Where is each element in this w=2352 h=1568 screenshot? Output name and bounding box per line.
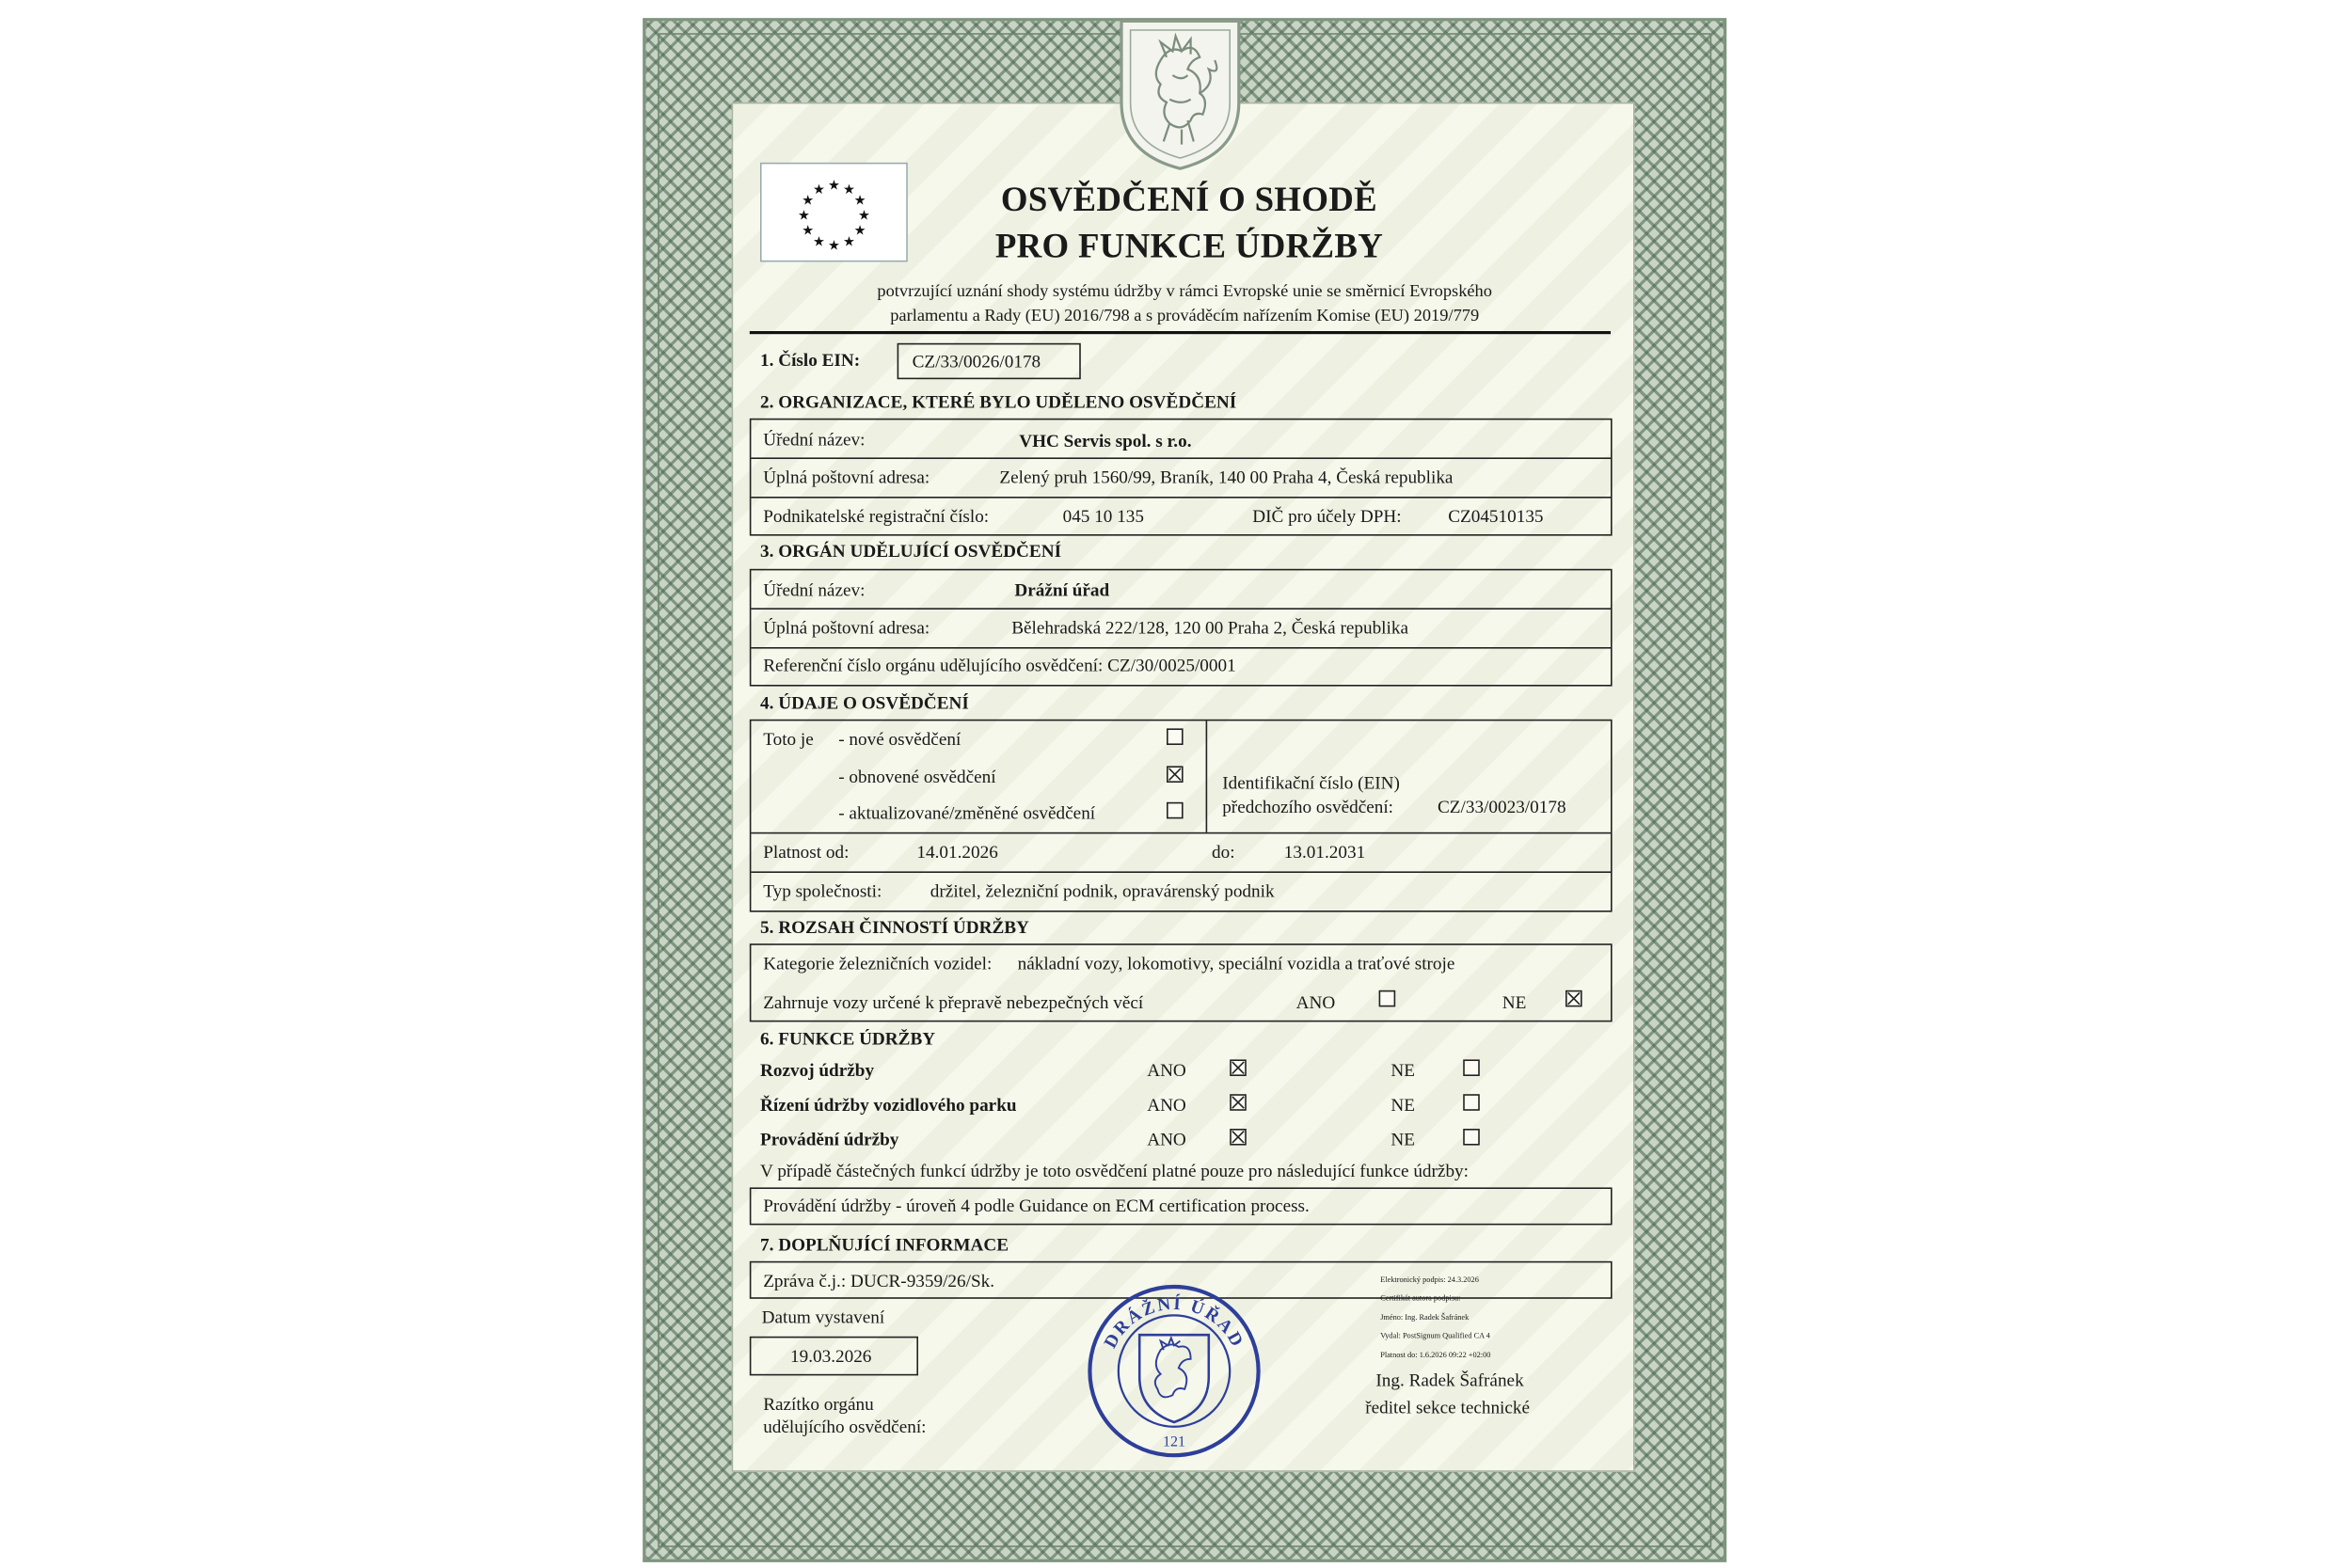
- dangerous-ano-label: ANO: [1295, 991, 1336, 1013]
- row-divider: [751, 647, 1611, 649]
- section-7-heading: 7. DOPLŇUJÍCÍ INFORMACE: [760, 1234, 1009, 1256]
- section-5-heading: 5. ROZSAH ČINNOSTÍ ÚDRŽBY: [760, 916, 1029, 938]
- option-renewed-label: - obnovené osvědčení: [838, 766, 996, 787]
- this-is-label: Toto je: [763, 728, 814, 750]
- function-ano-label: ANO: [1147, 1129, 1186, 1150]
- maintenance-scope-box: [750, 943, 1613, 1022]
- column-divider: [1206, 721, 1208, 832]
- row-divider: [751, 871, 1611, 873]
- function-label: Rozvoj údržby: [760, 1059, 875, 1081]
- svg-text:★: ★: [853, 223, 866, 239]
- certificate-details-box: [750, 720, 1613, 912]
- row-divider: [751, 608, 1611, 610]
- ein-value: CZ/33/0026/0178: [912, 350, 1041, 372]
- signer-name: Ing. Radek Šafránek: [1375, 1370, 1524, 1391]
- option-new-checkbox: [1167, 728, 1184, 745]
- esign-line: Jméno: Ing. Radek Šafránek: [1380, 1313, 1470, 1323]
- function-ano-label: ANO: [1147, 1094, 1186, 1116]
- function-ano-checkbox: [1230, 1059, 1247, 1076]
- subtitle: [783, 280, 1586, 328]
- issue-date-box: [750, 1337, 918, 1376]
- option-updated-label: - aktualizované/změněné osvědčení: [838, 801, 1096, 824]
- partial-functions-value: Provádění údržby - úroveň 4 podle Guidance on ECM certification process.: [763, 1195, 1310, 1216]
- authority-address-value: Bělehradská 222/128, 120 00 Praha 2, Česká republika: [1011, 617, 1408, 639]
- svg-text:★: ★: [797, 208, 810, 224]
- title-line-2: PRO FUNKCE ÚDRŽBY: [994, 227, 1384, 265]
- option-renewed-checkbox: [1167, 766, 1184, 783]
- function-label: Řízení údržby vozidlového parku: [760, 1094, 1017, 1116]
- svg-text:★: ★: [802, 193, 815, 209]
- ein-box: [898, 343, 1081, 379]
- report-reference: Zpráva č.j.: DUCR-9359/26/Sk.: [763, 1270, 995, 1291]
- organization-box: [750, 419, 1613, 536]
- stamp-text: DRÁŽNÍ ÚŘAD: [1100, 1293, 1248, 1352]
- svg-text:★: ★: [812, 234, 825, 250]
- header-rule: [750, 331, 1611, 334]
- svg-text:★: ★: [857, 208, 870, 224]
- coat-of-arms-icon: [1116, 15, 1246, 171]
- org-vat-label: DIČ pro účely DPH:: [1252, 505, 1402, 527]
- option-new-label: - nové osvědčení: [838, 728, 961, 750]
- stamp-label-line-1: Razítko orgánu: [763, 1393, 874, 1415]
- dangerous-goods-label: Zahrnuje vozy určené k přepravě nebezpečných věcí: [763, 991, 1144, 1013]
- authority-ref: Referenční číslo orgánu udělujícího osvědčení: CZ/30/0025/0001: [763, 655, 1236, 676]
- stamp-number: 121: [1163, 1433, 1185, 1450]
- svg-text:★: ★: [827, 238, 840, 254]
- company-type-label: Typ společnosti:: [763, 880, 882, 902]
- section-1-label: 1. Číslo EIN:: [760, 349, 861, 371]
- function-ano-label: ANO: [1147, 1059, 1186, 1081]
- prev-ein-label-2: předchozího osvědčení:: [1222, 796, 1393, 817]
- svg-text:★: ★: [827, 178, 840, 194]
- row-divider: [751, 832, 1611, 834]
- authority-name-label: Úřední název:: [763, 579, 866, 601]
- esign-line: Certifikát autora podpisu:: [1380, 1294, 1461, 1304]
- function-ne-checkbox: [1463, 1059, 1480, 1076]
- org-address-label: Úplná poštovní adresa:: [763, 467, 930, 488]
- partial-functions-box: [750, 1187, 1613, 1225]
- valid-from-value: 14.01.2026: [916, 841, 998, 863]
- prev-ein-label-1: Identifikační číslo (EIN): [1222, 771, 1400, 794]
- signer-role: ředitel sekce technické: [1365, 1396, 1531, 1418]
- valid-to-value: 13.01.2031: [1283, 841, 1366, 863]
- org-reg-value: 045 10 135: [1062, 505, 1144, 527]
- svg-text:★: ★: [812, 182, 825, 198]
- section-3-heading: 3. ORGÁN UDĚLUJÍCÍ OSVĚDČENÍ: [760, 540, 1062, 562]
- svg-text:★: ★: [842, 234, 855, 250]
- dangerous-ne-checkbox: [1565, 990, 1582, 1007]
- svg-text:★: ★: [802, 223, 815, 239]
- dangerous-ne-label: NE: [1502, 991, 1527, 1013]
- stamp-label-line-2: udělujícího osvědčení:: [763, 1416, 927, 1437]
- option-updated-checkbox: [1167, 802, 1184, 819]
- vehicle-category-value: nákladní vozy, lokomotivy, speciální vozidla a traťové stroje: [1017, 952, 1455, 974]
- title-line-1: OSVĚDČENÍ O SHODĚ: [1000, 181, 1378, 218]
- function-ne-checkbox: [1463, 1094, 1480, 1111]
- valid-to-label: do:: [1212, 841, 1235, 863]
- authority-name-value: Drážní úřad: [1014, 579, 1110, 601]
- section-2-heading: 2. ORGANIZACE, KTERÉ BYLO UDĚLENO OSVĚDČENÍ: [760, 391, 1237, 413]
- org-name-value: VHC Servis spol. s r.o.: [1019, 430, 1192, 451]
- section-4-heading: 4. ÚDAJE O OSVĚDČENÍ: [760, 692, 969, 714]
- dangerous-ano-checkbox: [1379, 990, 1396, 1007]
- function-ano-checkbox: [1230, 1094, 1247, 1111]
- row-divider: [751, 457, 1611, 459]
- vehicle-category-label: Kategorie železničních vozidel:: [763, 952, 993, 974]
- row-divider: [751, 497, 1611, 499]
- authority-address-label: Úplná poštovní adresa:: [763, 617, 930, 639]
- issue-date-label: Datum vystavení: [761, 1306, 885, 1328]
- org-name-label: Úřední název:: [763, 429, 866, 451]
- prev-ein-value: CZ/33/0023/0178: [1438, 796, 1566, 817]
- company-type-value: držitel, železniční podnik, opravárenský podnik: [930, 880, 1275, 902]
- eu-flag-icon: [760, 163, 908, 262]
- function-ano-checkbox: [1230, 1129, 1247, 1146]
- function-ne-label: NE: [1391, 1129, 1415, 1150]
- org-reg-label: Podnikatelské registrační číslo:: [763, 505, 990, 527]
- function-ne-checkbox: [1463, 1129, 1480, 1146]
- subtitle-line-2: parlamentu a Rady (EU) 2016/798 a s prováděcím nařízením Komise (EU) 2019/779: [890, 307, 1480, 325]
- function-label: Provádění údržby: [760, 1129, 899, 1150]
- issue-date-value: 19.03.2026: [790, 1345, 872, 1367]
- esign-line: Vydal: PostSignum Qualified CA 4: [1380, 1332, 1490, 1341]
- function-ne-label: NE: [1391, 1059, 1415, 1081]
- svg-text:★: ★: [842, 182, 855, 198]
- authority-box: [750, 569, 1613, 687]
- esign-line: Elektronický podpis: 24.3.2026: [1380, 1275, 1479, 1286]
- function-ne-label: NE: [1391, 1094, 1415, 1116]
- org-address-value: Zelený pruh 1560/99, Braník, 140 00 Praha 4, Česká republika: [999, 467, 1454, 488]
- esign-line: Platnost do: 1.6.2026 09:22 +02:00: [1380, 1351, 1491, 1361]
- subtitle-line-1: potvrzující uznání shody systému údržby v rámci Evropské unie se směrnicí Evropského: [877, 282, 1492, 301]
- valid-from-label: Platnost od:: [763, 841, 850, 863]
- partial-functions-note: V případě částečných funkcí údržby je toto osvědčení platné pouze pro následující funkce údržby:: [760, 1160, 1469, 1181]
- official-stamp-icon: [1082, 1284, 1265, 1459]
- org-vat-value: CZ04510135: [1448, 505, 1544, 527]
- section-6-heading: 6. FUNKCE ÚDRŽBY: [760, 1027, 936, 1050]
- svg-text:★: ★: [853, 193, 866, 209]
